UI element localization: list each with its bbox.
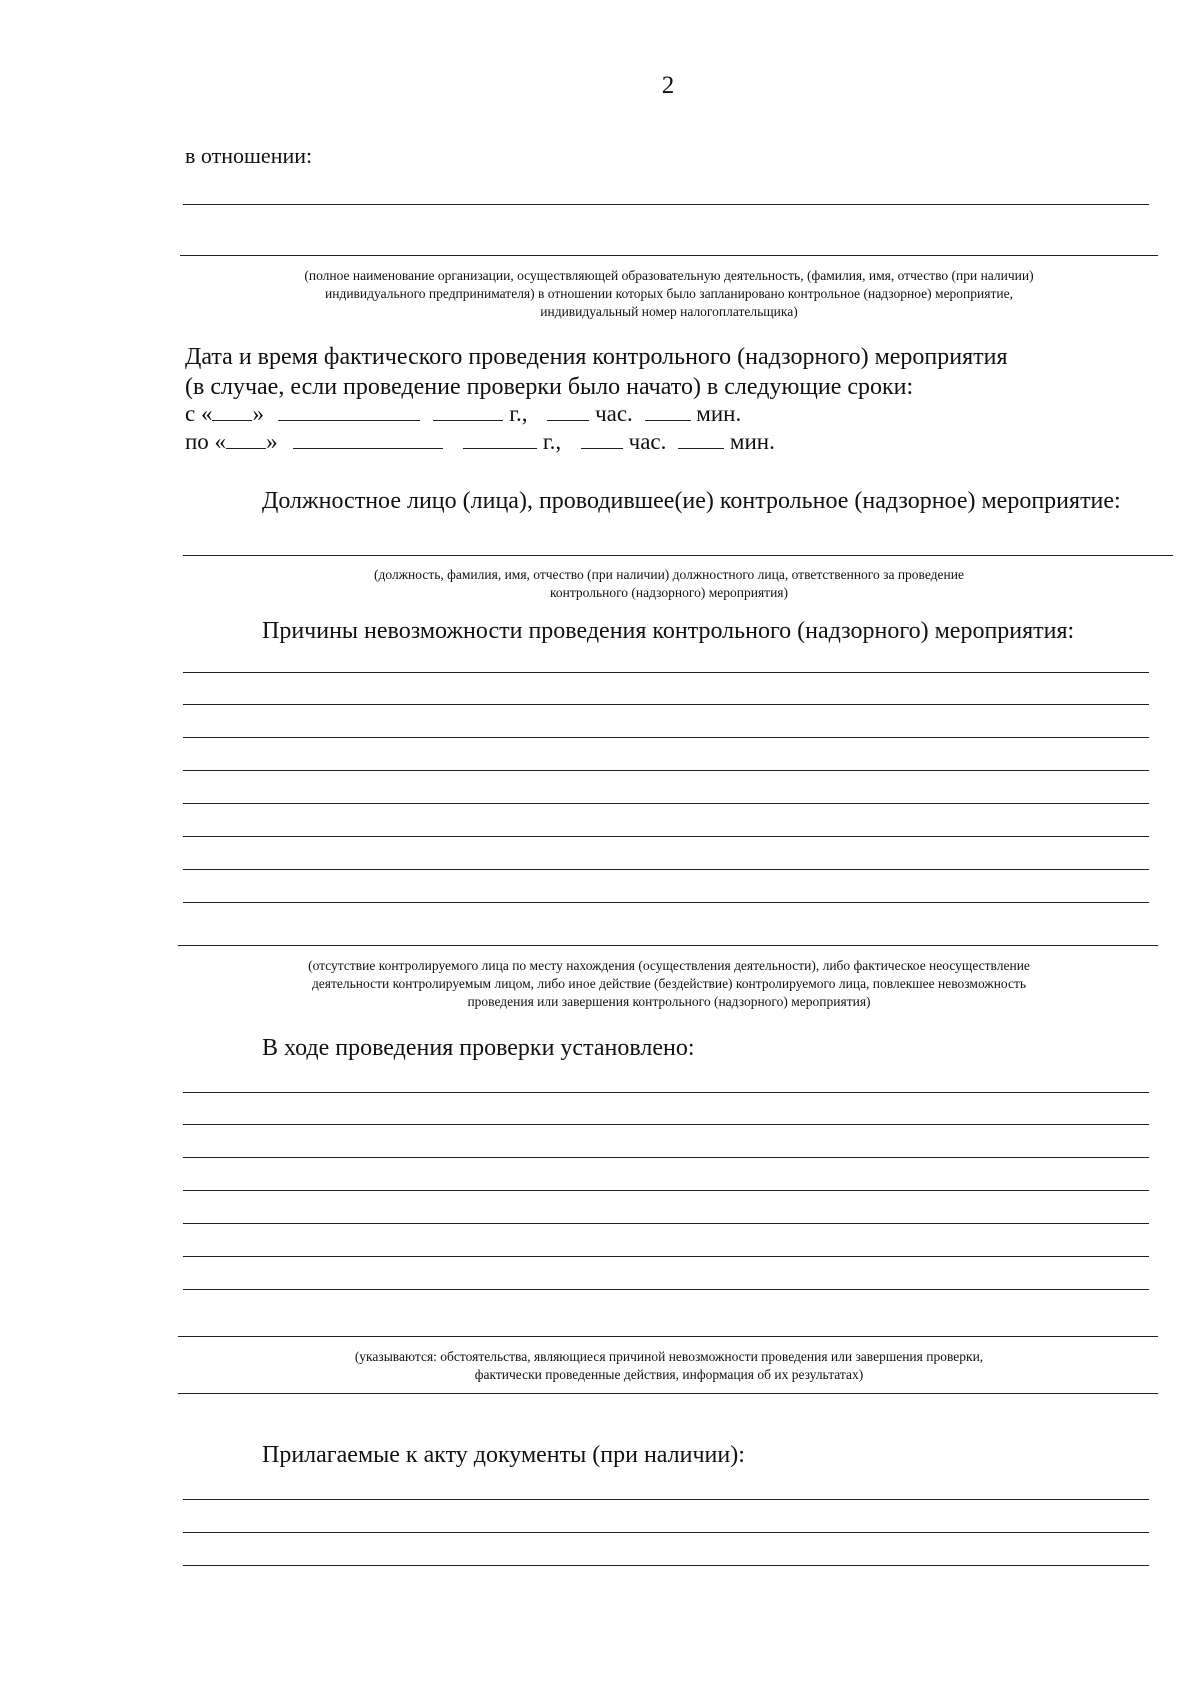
findings-line[interactable] bbox=[183, 1223, 1149, 1224]
findings-line[interactable] bbox=[183, 1092, 1149, 1093]
findings-line[interactable] bbox=[183, 1289, 1149, 1290]
reasons-line[interactable] bbox=[183, 770, 1149, 771]
from-minute-field[interactable] bbox=[645, 400, 691, 421]
attachments-heading: Прилагаемые к акту документы (при наличии): bbox=[262, 1442, 745, 1468]
from-year-field[interactable] bbox=[433, 400, 503, 421]
reasons-line[interactable] bbox=[178, 945, 1158, 946]
to-hour-suffix: час. bbox=[628, 429, 667, 454]
findings-line[interactable] bbox=[183, 1256, 1149, 1257]
reasons-hint bbox=[180, 957, 1158, 1011]
reasons-line[interactable] bbox=[183, 869, 1149, 870]
from-hour-suffix: час. bbox=[595, 401, 633, 426]
reasons-heading: Причины невозможности проведения контрольного (надзорного) мероприятия: bbox=[262, 618, 1075, 644]
findings-line[interactable] bbox=[178, 1336, 1158, 1337]
to-minute-field[interactable] bbox=[678, 428, 724, 449]
from-minute-suffix: мин. bbox=[696, 401, 742, 426]
official-hint-line: (должность, фамилия, имя, отчество (при наличии) должностного лица, ответственного за проведение bbox=[374, 567, 964, 582]
findings-line[interactable] bbox=[183, 1157, 1149, 1158]
reasons-line[interactable] bbox=[183, 672, 1149, 673]
datetime-from-row bbox=[185, 400, 741, 428]
findings-hint bbox=[180, 1348, 1158, 1384]
findings-line[interactable] bbox=[183, 1190, 1149, 1191]
reasons-line[interactable] bbox=[183, 704, 1149, 705]
official-hint-line: контрольного (надзорного) мероприятия) bbox=[550, 585, 788, 600]
subject-line-2[interactable] bbox=[180, 255, 1158, 256]
reasons-line[interactable] bbox=[183, 737, 1149, 738]
subject-line-1[interactable] bbox=[183, 204, 1149, 205]
to-year-suffix: г., bbox=[542, 429, 562, 454]
to-month-field[interactable] bbox=[293, 428, 443, 449]
from-hour-field[interactable] bbox=[547, 400, 589, 421]
subject-hint-line: (полное наименование организации, осуществляющей образовательную деятельность, (фамилия, имя, отчество (при наличии) bbox=[304, 268, 1034, 283]
to-hour-field[interactable] bbox=[581, 428, 623, 449]
to-quote-close: » bbox=[266, 429, 278, 454]
official-hint bbox=[180, 566, 1158, 602]
attachments-line[interactable] bbox=[183, 1532, 1149, 1533]
subject-hint-line: индивидуальный номер налогоплательщика) bbox=[540, 304, 798, 319]
reasons-line[interactable] bbox=[183, 902, 1149, 903]
from-year-suffix: г., bbox=[509, 401, 528, 426]
from-month-field[interactable] bbox=[278, 400, 420, 421]
page-number: 2 bbox=[661, 72, 675, 99]
datetime-to-row bbox=[185, 428, 775, 456]
findings-line[interactable] bbox=[183, 1124, 1149, 1125]
datetime-heading-line-1: Дата и время фактического проведения контрольного (надзорного) мероприятия bbox=[185, 344, 1008, 370]
subject-hint bbox=[180, 267, 1158, 321]
to-prefix: по « bbox=[185, 429, 227, 454]
findings-hint-line: фактически проведенные действия, информация об их результатах) bbox=[474, 1367, 864, 1382]
to-minute-suffix: мин. bbox=[729, 429, 775, 454]
subject-label: в отношении: bbox=[185, 143, 313, 168]
reasons-line[interactable] bbox=[183, 836, 1149, 837]
findings-line[interactable] bbox=[178, 1393, 1158, 1394]
to-day-field[interactable] bbox=[226, 428, 266, 449]
from-prefix: с « bbox=[185, 401, 213, 426]
attachments-line[interactable] bbox=[183, 1565, 1149, 1566]
attachments-line[interactable] bbox=[183, 1499, 1149, 1500]
official-line[interactable] bbox=[183, 555, 1173, 556]
reasons-hint-line: проведения или завершения контрольного (надзорного) мероприятия) bbox=[467, 994, 871, 1009]
to-year-field[interactable] bbox=[463, 428, 537, 449]
official-heading: Должностное лицо (лица), проводившее(ие) контрольное (надзорное) мероприятие: bbox=[262, 488, 1121, 514]
reasons-hint-line: (отсутствие контролируемого лица по месту нахождения (осуществления деятельности), либо фактическое неосуществление bbox=[308, 958, 1030, 973]
from-quote-close: » bbox=[252, 401, 264, 426]
findings-heading: В ходе проведения проверки установлено: bbox=[262, 1035, 695, 1061]
findings-hint-line: (указываются: обстоятельства, являющиеся причиной невозможности проведения или завершения проверки, bbox=[354, 1349, 984, 1364]
reasons-hint-line: деятельности контролируемым лицом, либо иное действие (бездействие) контролируемого лица, повлекшее невозможность bbox=[311, 976, 1027, 991]
from-day-field[interactable] bbox=[212, 400, 252, 421]
reasons-line[interactable] bbox=[183, 803, 1149, 804]
datetime-heading-line-2: (в случае, если проведение проверки было начато) в следующие сроки: bbox=[185, 374, 914, 400]
subject-hint-line: индивидуального предпринимателя) в отношении которых было запланировано контрольное (надзорное) мероприятие, bbox=[325, 286, 1013, 301]
